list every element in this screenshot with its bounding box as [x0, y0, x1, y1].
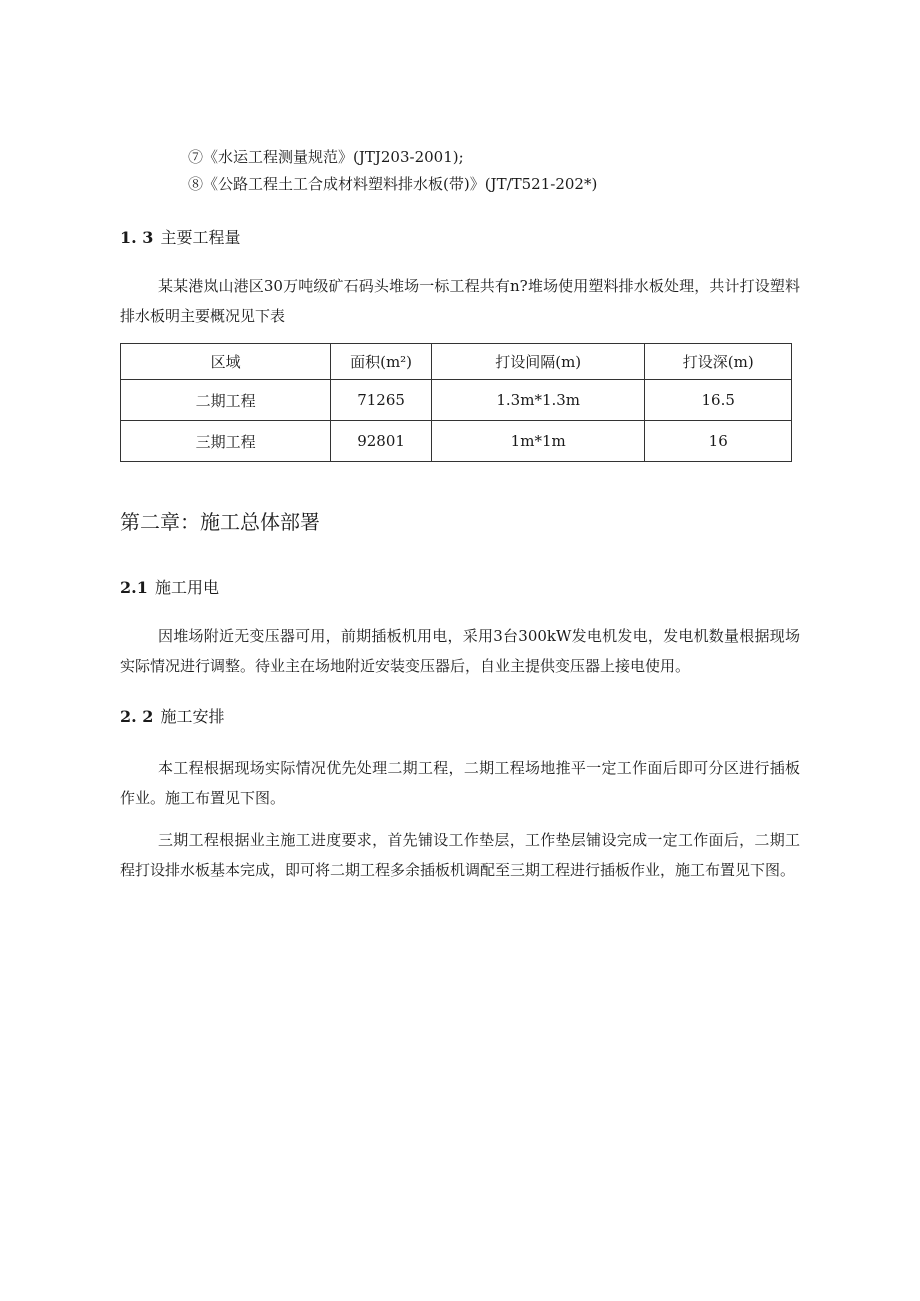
header-area-size: 面积(m²)	[331, 344, 432, 380]
header-spacing: 打设间隔(m)	[431, 344, 644, 380]
section-heading-2-1	[120, 577, 219, 599]
quantities-intro-paragraph: 某某港岚山港区30万吨级矿石码头堆场一标工程共有n?堆场使用塑料排水板处理，共计打设塑料排水板明主要概况见下表	[120, 277, 800, 325]
cell-region: 二期工程	[121, 380, 331, 421]
section-title: 施工用电	[154, 578, 219, 597]
chapter-heading: 第二章：施工总体部署	[120, 510, 320, 534]
power-supply-paragraph: 因堆场附近无变压器可用，前期插板机用电，采用3台300kW发电机发电，发电机数量根据现场实际情况进行调整。待业主在场地附近安装变压器后，自业主提供变压器上接电使用。	[120, 627, 800, 675]
reference-item-7: ⑦《水运工程测量规范》(JTJ203-2001);	[188, 148, 464, 166]
arrangement-paragraph-1: 本工程根据现场实际情况优先处理二期工程，二期工程场地推平一定工作面后即可分区进行插板作业。施工布置见下图。	[120, 759, 800, 807]
reference-item-8: ⑧《公路工程土工合成材料塑料排水板(带)》(JT/T521-202*)	[188, 175, 598, 193]
table-row	[121, 380, 792, 421]
section-number: 2.1	[120, 578, 148, 597]
section-number: 2. 2	[120, 707, 154, 726]
cell-spacing: 1.3m*1.3m	[431, 380, 644, 421]
cell-area: 71265	[331, 380, 432, 421]
cell-region: 三期工程	[121, 421, 331, 462]
section-title: 施工安排	[160, 707, 225, 726]
section-title: 主要工程量	[160, 228, 241, 247]
table-row	[121, 421, 792, 462]
header-depth: 打设深(m)	[645, 344, 792, 380]
cell-depth: 16	[645, 421, 792, 462]
cell-depth: 16.5	[645, 380, 792, 421]
table-header-row	[121, 344, 792, 380]
section-heading-1-3	[120, 227, 241, 249]
section-heading-2-2	[120, 706, 225, 728]
section-number: 1. 3	[120, 228, 154, 247]
arrangement-paragraph-2: 三期工程根据业主施工进度要求，首先铺设工作垫层，工作垫层铺设完成一定工作面后，二期工程打设排水板基本完成，即可将二期工程多余插板机调配至三期工程进行插板作业，施工布置见下图。	[120, 831, 800, 879]
cell-area: 92801	[331, 421, 432, 462]
cell-spacing: 1m*1m	[431, 421, 644, 462]
quantities-table	[120, 343, 792, 462]
header-area-region: 区域	[121, 344, 331, 380]
